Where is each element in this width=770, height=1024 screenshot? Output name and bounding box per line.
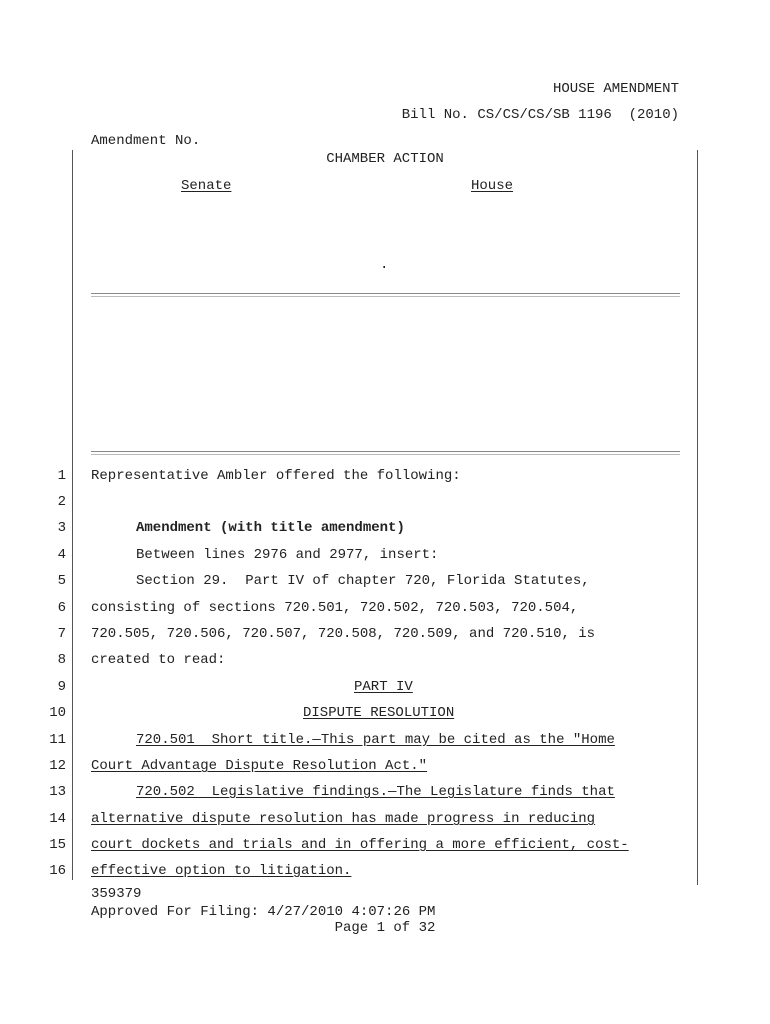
senate-label: Senate	[181, 178, 232, 194]
document-id: 359379	[91, 886, 142, 902]
line-text: consisting of sections 720.501, 720.502, 720.503, 720.504,	[91, 600, 579, 616]
page-number: Page 1 of 32	[334, 920, 436, 936]
line-text: Between lines 2976 and 2977, insert:	[136, 547, 439, 563]
chamber-action-title: CHAMBER ACTION	[326, 151, 444, 167]
house-label: House	[471, 178, 514, 194]
chamber-dot: .	[380, 257, 389, 273]
right-border-line	[697, 150, 698, 885]
part-title: DISPUTE RESOLUTION	[303, 705, 455, 721]
line-text-inserted	[91, 784, 615, 801]
line-text-inserted: effective option to litigation.	[91, 863, 352, 879]
doc-type: HOUSE AMENDMENT	[552, 81, 679, 97]
part-heading: PART IV	[354, 679, 413, 695]
line-number: 10	[49, 705, 66, 721]
line-number: 16	[49, 863, 66, 879]
line-number: 7	[57, 626, 66, 642]
line-text-inserted	[91, 732, 615, 749]
approval-timestamp: Approved For Filing: 4/27/2010 4:07:26 PM	[91, 904, 436, 920]
line-text-inserted: court dockets and trials and in offering a more efficient, cost-	[91, 837, 629, 853]
line-number: 6	[57, 600, 66, 616]
line-text-inserted: alternative dispute resolution has made progress in reducing	[91, 811, 596, 827]
amendment-heading: Amendment (with title amendment)	[136, 520, 405, 536]
chamber-rule-top	[91, 293, 680, 297]
line-number: 4	[57, 547, 66, 563]
line-number: 1	[57, 468, 66, 484]
inserted-text: 720.501 Short title.—This part may be cited as the "Home	[136, 732, 615, 748]
line-number: 5	[57, 573, 66, 589]
line-number: 12	[49, 758, 66, 774]
line-number: 9	[57, 679, 66, 695]
amendment-number-label: Amendment No.	[91, 133, 201, 149]
line-number: 15	[49, 837, 66, 853]
inserted-text: 720.502 Legislative findings.—The Legislature finds that	[136, 784, 615, 800]
line-number: 14	[49, 811, 66, 827]
line-text: Representative Ambler offered the following:	[91, 468, 461, 484]
line-number: 3	[57, 520, 66, 536]
line-text: Section 29. Part IV of chapter 720, Florida Statutes,	[136, 573, 590, 589]
left-border-line	[72, 150, 73, 880]
line-text-inserted: Court Advantage Dispute Resolution Act."	[91, 758, 428, 774]
line-number: 11	[49, 732, 66, 748]
line-text: 720.505, 720.506, 720.507, 720.508, 720.509, and 720.510, is	[91, 626, 596, 642]
line-number: 8	[57, 652, 66, 668]
line-text: created to read:	[91, 652, 226, 668]
line-number: 2	[57, 494, 66, 510]
line-number: 13	[49, 784, 66, 800]
bill-number: Bill No. CS/CS/CS/SB 1196 (2010)	[401, 107, 679, 123]
chamber-rule-bottom	[91, 451, 680, 455]
